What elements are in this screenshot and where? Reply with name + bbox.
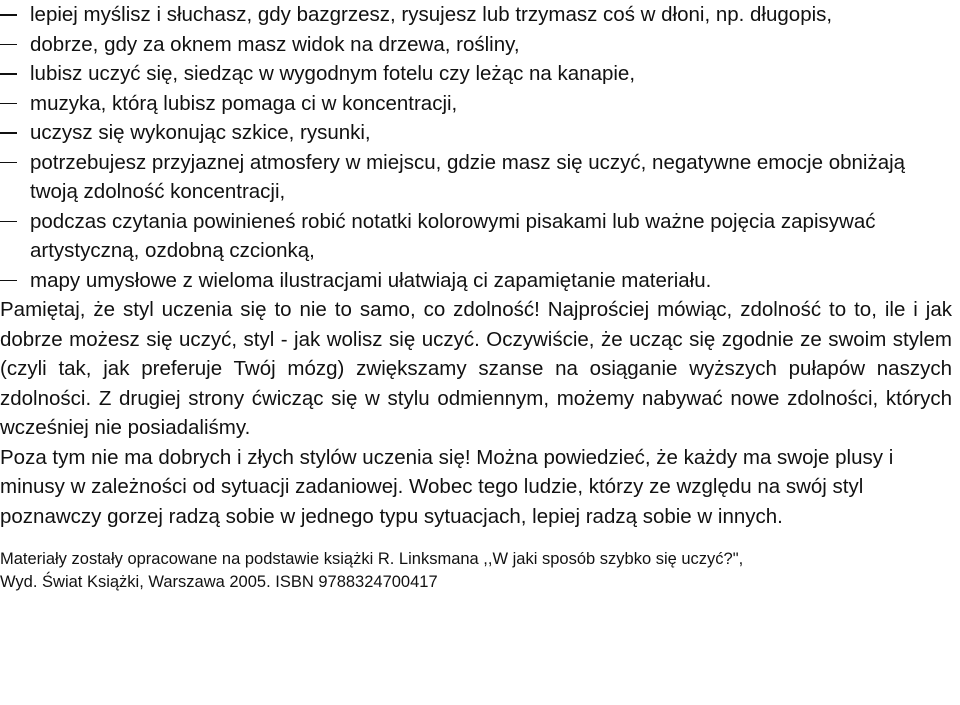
dash-bullet-icon — [0, 103, 17, 105]
source-citation — [0, 548, 952, 594]
list-item — [0, 30, 952, 60]
dash-bullet-icon — [0, 44, 17, 46]
list-item-text: mapy umysłowe z wieloma ilustracjami ułatwiają ci zapamiętanie materiału. — [30, 268, 712, 292]
list-item — [0, 0, 952, 30]
list-item-text: lubisz uczyć się, siedząc w wygodnym fotelu czy leżąc na kanapie, — [30, 62, 636, 85]
tips-list — [0, 0, 952, 295]
list-item — [0, 59, 952, 89]
citation-line-1: Materiały zostały opracowane na podstawie książki R. Linksmana ,,W jaki sposób szybko się uczyć?", — [0, 550, 744, 568]
dash-bullet-icon — [0, 132, 17, 134]
list-item-text: podczas czytania powinieneś robić notatki kolorowymi pisakami lub ważne pojęcia zapisywać artystyczną, ozdobną czcionką, — [30, 209, 876, 262]
dash-bullet-icon — [0, 73, 17, 75]
citation-line-2: Wyd. Świat Książki, Warszawa 2005. ISBN 9788324700417 — [0, 573, 438, 591]
list-item-text: potrzebujesz przyjaznej atmosfery w miejscu, gdzie masz się uczyć, negatywne emocje obniżają twoją zdolność koncentracji, — [30, 150, 906, 203]
dash-bullet-icon — [0, 14, 17, 16]
dash-bullet-icon — [0, 221, 17, 223]
paragraph-style-vs-ability: Pamiętaj, że styl uczenia się to nie to samo, co zdolność! Najprościej mówiąc, zdolność to to, ile i jak dobrze możesz się uczyć, styl - jak wolisz się uczyć. Oczywiście, że ucząc się zgodnie ze swoim stylem (czyli tak, jak preferuje Twój mózg) zwiększamy szanse na osiąganie wyższych pułapów naszych zdolności. Z drugiej strony ćwicząc się w stylu odmiennym, możemy nabywać nowe zdolności, których wcześniej nie posiadaliśmy. — [0, 298, 952, 439]
list-item — [0, 266, 952, 296]
list-item-text: dobrze, gdy za oknem masz widok na drzewa, rośliny, — [30, 32, 520, 56]
dash-bullet-icon — [0, 280, 17, 282]
list-item — [0, 118, 952, 148]
list-item — [0, 89, 952, 119]
paragraph-no-good-or-bad-styles: Poza tym nie ma dobrych i złych stylów uczenia się! Można powiedzieć, że każdy ma swoje plusy i minusy w zależności od sytuacji zadaniowej. Wobec tego ludzie, którzy ze względu na swój styl poznawczy gorzej radzą sobie w jednego typu sytuacjach, lepiej radzą sobie w innych. — [0, 445, 894, 528]
list-item-text: lepiej myślisz i słuchasz, gdy bazgrzesz, rysujesz lub trzymasz coś w dłoni, np. długopis, — [30, 3, 833, 26]
list-item — [0, 207, 952, 266]
list-item — [0, 148, 952, 207]
list-item-text: muzyka, którą lubisz pomaga ci w koncentracji, — [30, 91, 458, 115]
list-item-text: uczysz się wykonując szkice, rysunki, — [30, 121, 371, 144]
dash-bullet-icon — [0, 162, 17, 164]
